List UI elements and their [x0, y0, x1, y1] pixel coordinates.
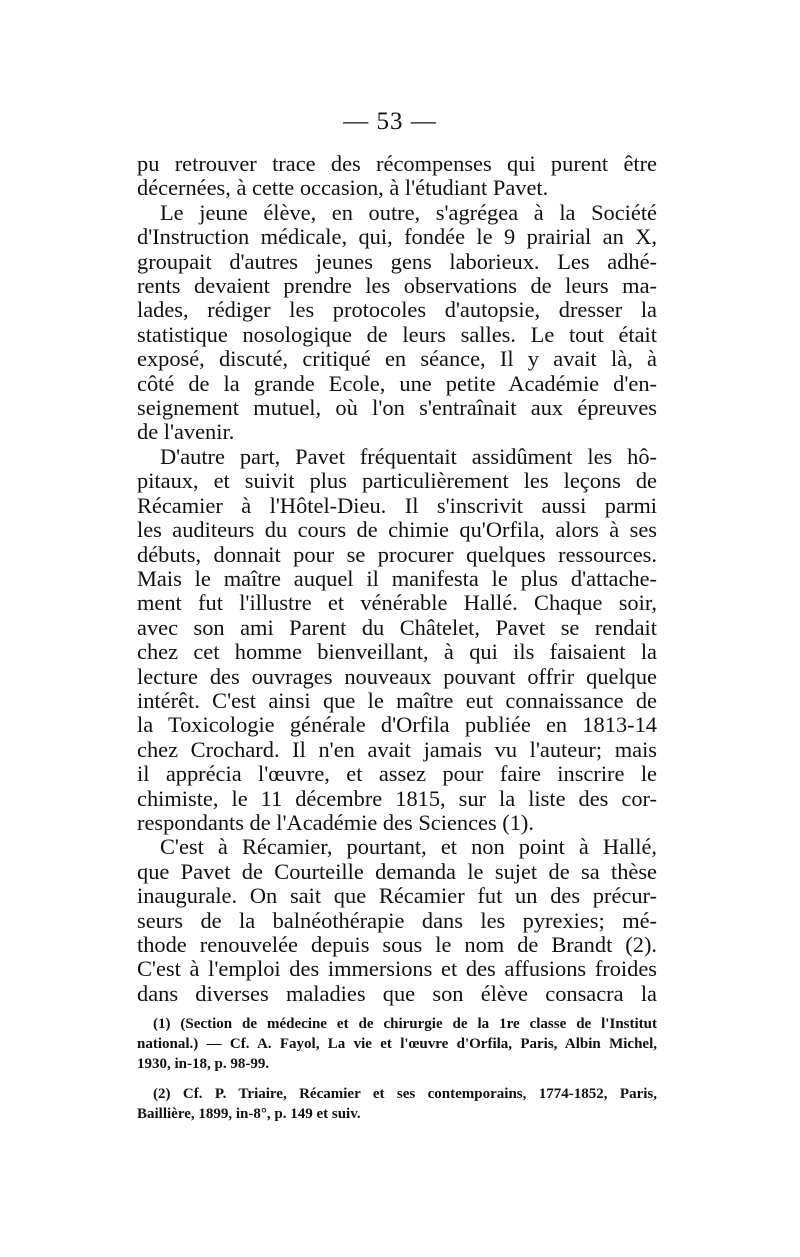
footnote-line: national.) — Cf. A. Fayol, La vie et l'œuvre d'Orfila, Paris, Albin Michel,: [137, 1036, 657, 1052]
text-line: les auditeurs du cours de chimie qu'Orfila, alors à ses: [137, 517, 657, 543]
text-line: avec son ami Parent du Châtelet, Pavet se rendait: [137, 614, 657, 640]
text-line: dans diverses maladies que son élève consacra la: [137, 980, 657, 1006]
text-line: côté de la grande Ecole, une petite Académie d'en-: [137, 370, 657, 396]
text-line: intérêt. C'est ainsi que le maître eut connaissance de: [137, 687, 657, 713]
text-line: seignement mutuel, où l'on s'entraînait aux épreuves: [137, 395, 657, 421]
text-line: pitaux, et suivit plus particulièrement les leçons de: [137, 468, 657, 494]
body-text: [137, 152, 657, 1006]
footnote-1: [137, 1014, 657, 1074]
text-line: Mais le maître auquel il manifesta le plus d'attache-: [137, 565, 657, 591]
text-line: D'autre part, Pavet fréquentait assidûment les hô-: [160, 443, 657, 469]
text-line: la Toxicologie générale d'Orfila publiée en 1813-14: [137, 712, 657, 738]
paragraph: [137, 835, 657, 1006]
text-line: ment fut l'illustre et vénérable Hallé. Chaque soir,: [137, 590, 657, 616]
text-line: statistique nosologique de leurs salles. Le tout était: [137, 321, 657, 347]
text-line: Récamier à l'Hôtel-Dieu. Il s'inscrivit aussi parmi: [137, 492, 657, 518]
text-line: chimiste, le 11 décembre 1815, sur la liste des cor-: [137, 785, 657, 811]
text-line: thode renouvelée depuis sous le nom de Brandt (2).: [137, 932, 657, 957]
paragraph: [137, 445, 657, 836]
text-line: que Pavet de Courteille demanda le sujet de sa thèse: [137, 858, 657, 884]
text-line: chez Crochard. Il n'en avait jamais vu l'auteur; mais: [137, 736, 657, 762]
text-line: respondants de l'Académie des Sciences (1).: [137, 809, 534, 835]
text-line: débuts, donnait pour se procurer quelques ressources.: [137, 541, 657, 567]
text-line: seurs de la balnéothérapie dans les pyrexies; mé-: [137, 907, 657, 933]
footnote-line: (1) (Section de médecine et de chirurgie de la 1re classe de l'Institut: [153, 1016, 657, 1032]
text-line: lades, rédiger les protocoles d'autopsie, dresser la: [137, 297, 657, 323]
paragraph: [137, 201, 657, 445]
footnote-line: 1930, in-18, p. 98-99.: [137, 1056, 270, 1072]
text-line: C'est à l'emploi des immersions et des affusions froides: [137, 956, 657, 982]
text-line: exposé, discuté, critiqué en séance, Il y avait là, à: [137, 346, 657, 372]
paragraph: [137, 152, 657, 201]
text-line: groupait d'autres jeunes gens laborieux. Les adhé-: [137, 248, 657, 274]
text-line: décernées, à cette occasion, à l'étudiant Pavet.: [137, 175, 549, 201]
text-line: lecture des ouvrages nouveaux pouvant offrir quelque: [137, 663, 657, 689]
text-line: chez cet homme bienveillant, à qui ils faisaient la: [137, 639, 657, 665]
footnote-line: (2) Cf. P. Triaire, Récamier et ses contemporains, 1774-1852, Paris,: [153, 1086, 657, 1102]
text-line: inaugurale. On sait que Récamier fut un des précur-: [137, 883, 657, 909]
footnotes: [137, 1014, 657, 1124]
page-number: — 53 —: [343, 108, 437, 135]
text-line: pu retrouver trace des récompenses qui purent être: [137, 151, 657, 176]
text-line: d'Instruction médicale, qui, fondée le 9 prairial an X,: [137, 224, 657, 250]
text-line: C'est à Récamier, pourtant, et non point à Hallé,: [160, 834, 657, 860]
footnote-2: [137, 1084, 657, 1124]
text-line: Le jeune élève, en outre, s'agrégea à la Société: [160, 199, 657, 225]
text-line: il apprécia l'œuvre, et assez pour faire inscrire le: [137, 761, 657, 787]
text-line: rents devaient prendre les observations de leurs ma-: [137, 273, 657, 299]
text-line: de l'avenir.: [137, 419, 235, 445]
footnote-line: Baillière, 1899, in-8°, p. 149 et suiv.: [137, 1106, 361, 1122]
